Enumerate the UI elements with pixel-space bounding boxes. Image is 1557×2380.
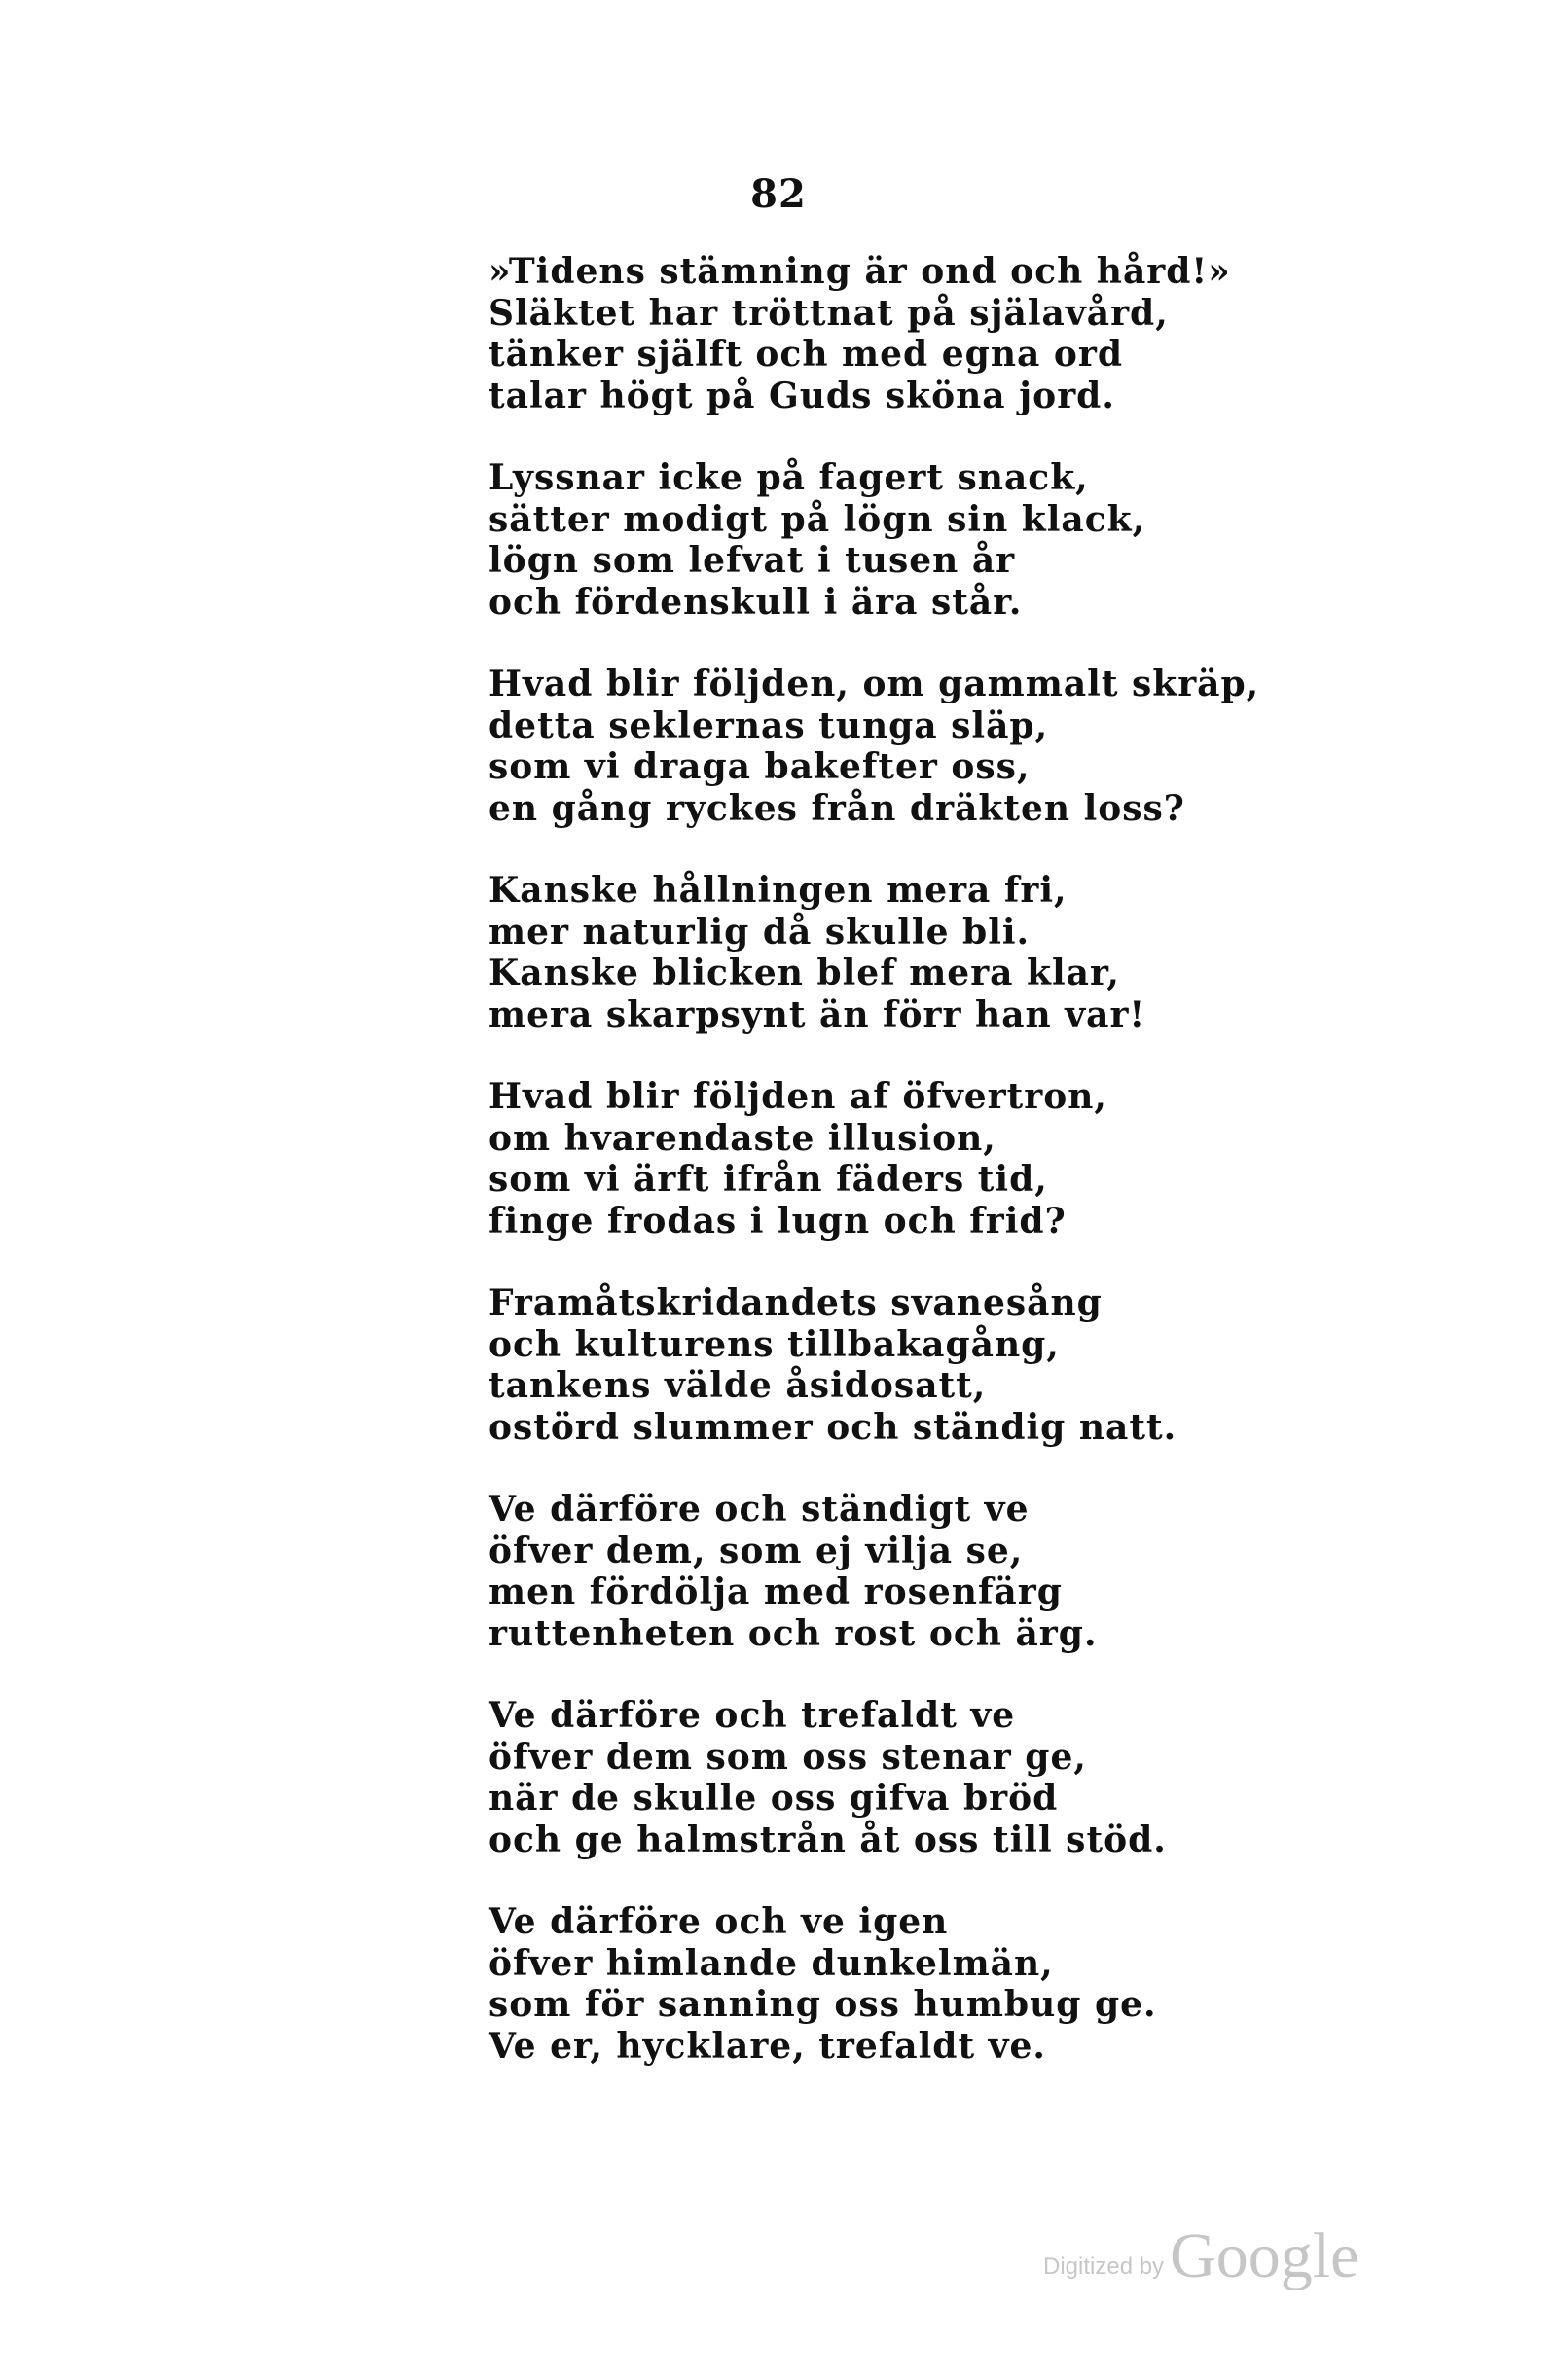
watermark-brand: Google xyxy=(1170,2220,1359,2291)
poem-line: detta seklernas tunga släp, xyxy=(489,704,1049,746)
poem-line: som vi draga bakefter oss, xyxy=(489,746,1031,787)
poem-line: om hvarendaste illusion, xyxy=(489,1117,996,1159)
poem-line: Kanske blicken blef mera klar, xyxy=(489,953,1120,993)
stanza-8 xyxy=(489,1695,1228,1860)
stanza-9 xyxy=(489,1901,1228,2067)
poem-line: tankens välde åsidosatt, xyxy=(489,1365,987,1406)
stanza-5 xyxy=(489,1076,1228,1242)
poem-line: ruttenheten och rost och ärg. xyxy=(489,1612,1098,1654)
poem-line: och ge halmstrån åt oss till stöd. xyxy=(489,1819,1167,1860)
poem-line: och fördenskull i ära står. xyxy=(489,581,1023,623)
poem-line: Lyssnar icke på fagert snack, xyxy=(489,457,1089,498)
poem xyxy=(489,251,1260,2108)
poem-line: Ve därföre och ve igen xyxy=(489,1901,949,1942)
page-number: 82 xyxy=(750,171,807,217)
poem-line: öfver dem som oss stenar ge, xyxy=(489,1736,1087,1778)
poem-line: tänker själft och med egna ord xyxy=(489,334,1124,375)
poem-line: öfver himlande dunkelmän, xyxy=(489,1942,1054,1984)
stanza-3 xyxy=(489,664,1260,829)
poem-line: men fördölja med rosenfärg xyxy=(489,1571,1063,1612)
poem-line: som vi ärft ifrån fäders tid, xyxy=(489,1159,1048,1200)
poem-line: Ve er, hycklare, trefaldt ve. xyxy=(489,2025,1046,2067)
poem-line: sätter modigt på lögn sin klack, xyxy=(489,498,1146,540)
poem-line: mera skarpsynt än förr han var! xyxy=(489,993,1146,1035)
poem-line: Hvad blir följden, om gammalt skräp, xyxy=(489,664,1260,704)
stanza-1 xyxy=(489,251,1231,416)
poem-line: Släktet har tröttnat på själavård, xyxy=(489,292,1169,334)
poem-line: en gång ryckes från dräkten loss? xyxy=(489,787,1185,829)
poem-line: lögn som lefvat i tusen år xyxy=(489,540,1016,581)
poem-line: finge frodas i lugn och frid? xyxy=(489,1200,1067,1242)
poem-line: Ve därföre och trefaldt ve xyxy=(489,1695,1016,1736)
poem-line: »Tidens stämning är ond och hård!» xyxy=(489,251,1231,292)
poem-line: mer naturlig då skulle bli. xyxy=(489,911,1031,953)
poem-line: Framåtskridandets svanesång xyxy=(489,1282,1103,1323)
stanza-6 xyxy=(489,1282,1228,1448)
poem-line: Hvad blir följden af öfvertron, xyxy=(489,1076,1107,1117)
poem-line: talar högt på Guds sköna jord. xyxy=(489,375,1115,416)
watermark-prefix: Digitized by xyxy=(1043,2254,1165,2280)
digitization-watermark xyxy=(1043,2220,1359,2291)
poem-line: ostörd slummer och ständig natt. xyxy=(489,1406,1177,1448)
stanza-2 xyxy=(489,457,1228,623)
poem-line: öfver dem, som ej vilja se, xyxy=(489,1530,1024,1571)
poem-line: Ve därföre och ständigt ve xyxy=(489,1489,1030,1530)
stanza-7 xyxy=(489,1489,1228,1654)
poem-line: som för sanning oss humbug ge. xyxy=(489,1984,1157,2025)
stanza-4 xyxy=(489,870,1228,1035)
poem-line: när de skulle oss gifva bröd xyxy=(489,1778,1059,1819)
poem-line: och kulturens tillbakagång, xyxy=(489,1323,1060,1365)
poem-line: Kanske hållningen mera fri, xyxy=(489,870,1068,911)
